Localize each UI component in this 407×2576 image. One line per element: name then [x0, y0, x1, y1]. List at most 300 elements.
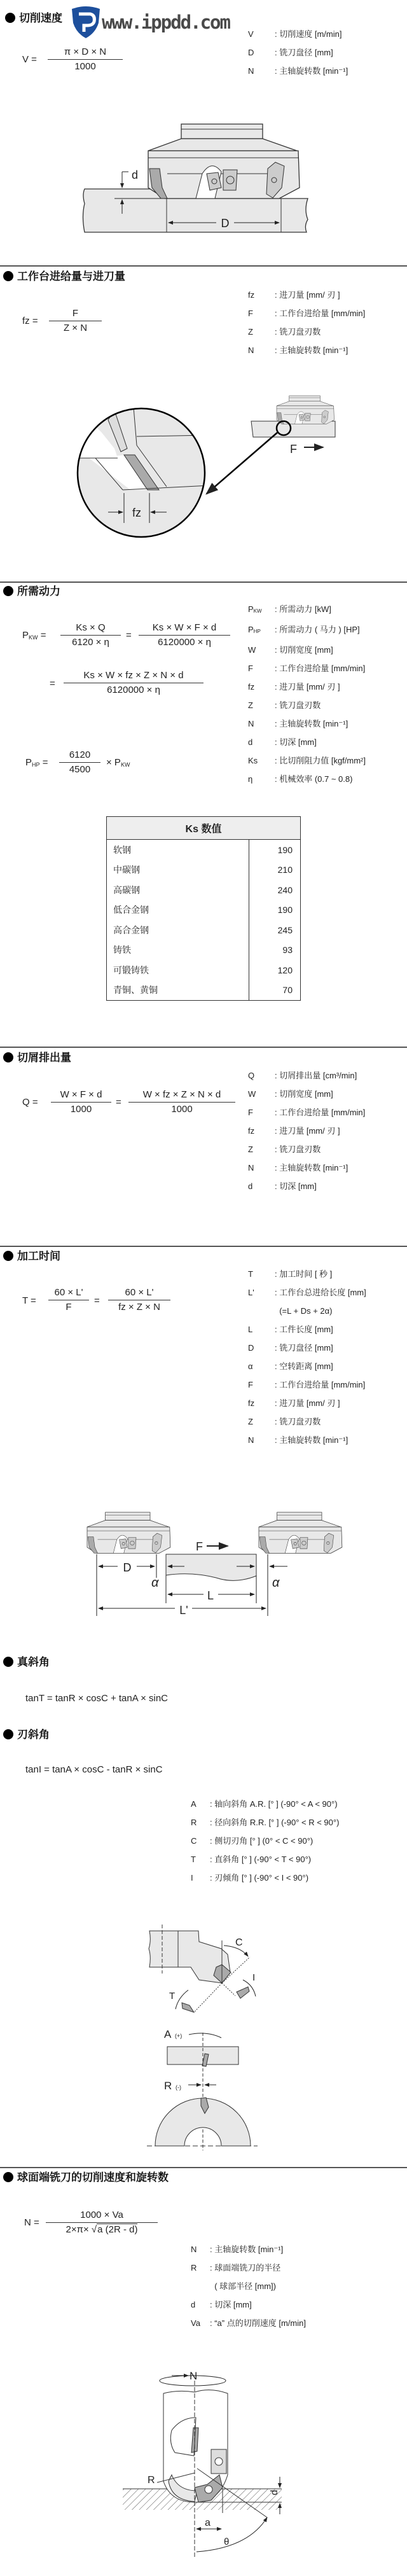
legend-row	[191, 2277, 306, 2295]
legend-row	[191, 2295, 306, 2314]
formula-fraction	[128, 1089, 235, 1116]
title-text: 球面端铣刀的切削速度和旋转数	[17, 2171, 169, 2183]
legend-symbol	[248, 714, 275, 733]
section-divider	[0, 265, 407, 267]
numerator: 1000 × Va	[80, 2210, 123, 2220]
legend-row	[248, 323, 365, 341]
symbol-text: Z	[248, 1145, 253, 1154]
denominator: fz × Z × N	[118, 1302, 160, 1313]
legend-description: : 切削速度 [m/min]	[275, 29, 342, 39]
ks-value-cell: 190	[249, 840, 301, 860]
legend-description: : 比切削阻力值 [kgf/mm²]	[275, 756, 366, 765]
inclination-formula: tanI = tanA × cosC - tanR × sinC	[25, 1764, 163, 1775]
legend-row	[248, 43, 348, 62]
material-cell: 低合金钢	[113, 905, 149, 916]
ks-value-cell: 93	[249, 940, 301, 961]
legend-row	[191, 2314, 306, 2332]
legend-symbol	[248, 62, 275, 80]
dimension-D-label: D	[123, 1561, 132, 1574]
legend-description: : 切深 [mm]	[275, 1181, 317, 1191]
legend-description: : 加工时间 [ 秒 ]	[275, 1269, 333, 1279]
radial-rake-sign: (-)	[176, 2084, 181, 2091]
fraction-bar	[128, 1102, 235, 1103]
legend-symbol	[248, 678, 275, 696]
section-title-feed	[3, 270, 125, 284]
legend-description: : 进刀量 [mm/ 刃 ]	[275, 290, 340, 300]
material-cell: 高合金钢	[113, 924, 149, 935]
symbol-text: C	[191, 1836, 197, 1846]
legend-symbol	[248, 1265, 275, 1283]
numerator: W × F × d	[60, 1089, 102, 1100]
legend-description: : 铣刀盘刃数	[275, 1417, 321, 1426]
ks-table-body	[107, 840, 301, 1001]
legend-row	[248, 1159, 365, 1177]
radius-R-label: R	[148, 2475, 155, 2486]
title-text: 加工时间	[17, 1250, 60, 1262]
angle-C-label: C	[235, 1937, 243, 1948]
legend-row	[248, 1103, 365, 1122]
legend-row	[248, 1431, 366, 1449]
legend-machining-time	[248, 1265, 366, 1449]
angle-I-label: I	[252, 1972, 256, 1983]
equals: =	[50, 678, 55, 689]
ball-end-mill-diagram	[0, 2354, 407, 2576]
legend-row	[248, 1140, 365, 1159]
legend-row	[248, 25, 348, 43]
legend-symbol	[248, 1339, 275, 1357]
legend-symbol	[248, 1412, 275, 1431]
symbol-text: W	[248, 1089, 256, 1099]
section-divider	[0, 1246, 407, 1247]
legend-row	[248, 62, 348, 80]
formula-fraction	[64, 669, 204, 697]
legend-row	[248, 1283, 366, 1302]
symbol-text: fz	[248, 682, 255, 692]
legend-symbol	[248, 1066, 275, 1085]
formula-lhs: V =	[22, 54, 37, 65]
legend-row	[248, 304, 365, 323]
title-text: 所需动力	[17, 585, 60, 597]
legend-description: ( 球部半径 [mm])	[210, 2281, 276, 2291]
fraction-bar	[139, 635, 230, 636]
legend-symbol	[248, 1375, 275, 1394]
legend-symbol	[191, 2295, 210, 2314]
legend-symbol	[191, 1813, 210, 1832]
legend-symbol	[191, 1850, 210, 1869]
legend-symbol	[191, 2240, 210, 2259]
symbol-text: α	[248, 1361, 253, 1371]
symbol-text: F	[248, 1108, 253, 1117]
symbol-text: Z	[248, 327, 253, 337]
alpha-left-label: α	[151, 1576, 159, 1590]
legend-description: : 工作台进给量 [mm/min]	[275, 1380, 366, 1389]
legend-row	[248, 696, 366, 714]
formula-multiplier	[106, 757, 130, 770]
symbol-text: N	[248, 719, 254, 728]
legend-row	[248, 1375, 366, 1394]
legend-symbol	[248, 43, 275, 62]
legend-row	[191, 1813, 339, 1832]
legend-row	[248, 1122, 365, 1140]
numerator: 60 × L'	[125, 1287, 154, 1298]
denominator: F	[66, 1302, 72, 1313]
denominator: 4500	[69, 764, 91, 776]
legend-symbol	[248, 1122, 275, 1140]
title-text: 工作台进给量与进刀量	[17, 270, 125, 282]
symbol-text: T	[248, 1269, 253, 1279]
bullet-icon	[3, 271, 13, 281]
watermark-text: www.ippdd.com	[102, 11, 230, 33]
formula-fraction	[139, 622, 230, 649]
legend-row	[248, 1066, 365, 1085]
symbol-text: P	[248, 604, 254, 614]
legend-description: : 切深 [mm]	[275, 737, 317, 747]
section-title-inclination	[3, 1728, 50, 1742]
symbol-text: D	[248, 48, 254, 57]
numerator: 60 × L'	[54, 1287, 83, 1298]
symbol-text: N	[248, 66, 254, 76]
legend-row	[248, 659, 366, 678]
symbol-text: fz	[248, 1126, 255, 1136]
ks-value-cell: 240	[249, 880, 301, 900]
legend-row	[248, 678, 366, 696]
symbol-text: d	[191, 2300, 196, 2309]
legend-row	[248, 620, 366, 641]
material-cell: 铸铁	[113, 945, 131, 956]
formula-fraction	[46, 2209, 158, 2236]
legend-feed	[248, 286, 365, 359]
legend-description: (=L + Ds + 2α)	[275, 1306, 333, 1316]
legend-symbol	[191, 2314, 210, 2332]
legend-description: : 铣刀盘刃数	[275, 327, 321, 337]
legend-row	[248, 1394, 366, 1412]
legend-row	[248, 641, 366, 659]
legend-description: : 机械效率 (0.7 ~ 0.8)	[275, 774, 353, 784]
legend-symbol	[248, 751, 275, 770]
legend-symbol	[191, 1832, 210, 1850]
radial-rake-R-label: R	[164, 2080, 172, 2092]
formula-fraction	[60, 622, 121, 649]
bullet-icon	[3, 1052, 13, 1062]
formula-lhs: Q =	[22, 1097, 38, 1108]
legend-symbol	[248, 1357, 275, 1375]
table-row	[107, 860, 301, 881]
legend-description: : “a” 点的切削速度 [m/min]	[210, 2318, 306, 2328]
ks-table-header: Ks 数值	[107, 817, 301, 840]
p-symbol: P	[22, 630, 29, 641]
ks-value-cell: 120	[249, 960, 301, 980]
dimension-Lprime-label: L'	[179, 1604, 188, 1617]
symbol-text: η	[248, 774, 253, 784]
legend-description: : 工件长度 [mm]	[275, 1325, 333, 1334]
fraction-bar	[48, 59, 123, 60]
legend-row	[248, 286, 365, 304]
symbol-text: W	[248, 645, 256, 655]
symbol-text: N	[191, 2245, 197, 2254]
section-title-true-rake	[3, 1655, 50, 1669]
legend-symbol	[248, 1140, 275, 1159]
fraction-bar	[46, 2222, 158, 2223]
legend-symbol	[248, 733, 275, 751]
section-title-chip-removal	[3, 1051, 71, 1065]
legend-symbol	[248, 341, 275, 359]
denominator: 6120 × η	[72, 637, 109, 648]
legend-symbol	[191, 2259, 210, 2277]
legend-symbol	[248, 1103, 275, 1122]
legend-row	[191, 1869, 339, 1887]
equals: =	[42, 757, 48, 768]
legend-chip-removal	[248, 1066, 365, 1195]
table-row	[107, 880, 301, 900]
title-text: 刃斜角	[17, 1729, 50, 1741]
dimension-L-label: L	[207, 1589, 214, 1602]
rake-angle-diagram	[0, 1921, 407, 2157]
symbol-text: V	[248, 29, 254, 39]
legend-row	[191, 1850, 339, 1869]
legend-description: : 主轴旋转数 [min⁻¹]	[210, 2245, 284, 2254]
section-title-cutting-speed	[5, 11, 62, 25]
legend-inclination	[191, 1795, 339, 1887]
fz-label: fz	[132, 506, 142, 519]
watermark-logo-icon	[70, 5, 102, 39]
bullet-icon	[3, 586, 13, 596]
legend-description: : 所需动力 [kW]	[275, 604, 331, 614]
symbol-text: Z	[248, 700, 253, 710]
legend-row	[191, 2259, 306, 2277]
face-mill-diagram	[0, 115, 407, 242]
ks-value-cell: 210	[249, 860, 301, 881]
legend-symbol	[248, 323, 275, 341]
dimension-D-label: D	[221, 217, 230, 230]
true-rake-formula: tanT = tanR × cosC + tanA × sinC	[25, 1693, 169, 1704]
symbol-text: F	[248, 1380, 253, 1389]
legend-symbol	[248, 1394, 275, 1412]
section-title-machining-time	[3, 1250, 60, 1264]
legend-row	[191, 2240, 306, 2259]
legend-description: : 侧切刃角 [° ] (0° < C < 90°)	[210, 1836, 314, 1846]
legend-row	[191, 1795, 339, 1813]
legend-power	[248, 600, 366, 788]
fraction-bar	[59, 762, 100, 763]
radicand: a (2R - d)	[97, 2224, 138, 2236]
symbol-text: F	[248, 309, 253, 318]
legend-symbol	[248, 1283, 275, 1302]
legend-symbol	[248, 304, 275, 323]
bullet-icon	[3, 2172, 13, 2182]
equals: =	[126, 630, 132, 641]
section-divider	[0, 581, 407, 583]
legend-row	[248, 714, 366, 733]
legend-symbol	[248, 1177, 275, 1195]
ks-value-table	[106, 816, 301, 1001]
formula-fraction	[49, 307, 102, 335]
machining-length-diagram	[0, 1501, 407, 1622]
legend-description: : 球面端铣刀的半径	[210, 2263, 281, 2273]
symbol-subscript: HP	[253, 629, 261, 634]
den-prefix: 2×π×	[66, 2224, 89, 2236]
material-cell: 高碳钢	[113, 884, 140, 895]
legend-row	[248, 1320, 366, 1339]
legend-symbol	[248, 659, 275, 678]
numerator: 6120	[69, 749, 91, 760]
depth-d-label: d	[269, 2489, 280, 2495]
numerator: Ks × Q	[76, 622, 106, 633]
mul-subscript: KW	[120, 762, 130, 768]
bullet-icon	[3, 1251, 13, 1261]
formula-fraction	[59, 749, 100, 776]
table-row	[107, 920, 301, 940]
symbol-text: N	[248, 1163, 254, 1173]
formula-lhs	[22, 630, 46, 643]
section-divider	[0, 1047, 407, 1048]
ks-value-cell: 245	[249, 920, 301, 940]
legend-description: : 工作台总进给长度 [mm]	[275, 1288, 366, 1297]
legend-symbol	[248, 1320, 275, 1339]
symbol-text: N	[248, 1435, 254, 1445]
legend-symbol	[248, 600, 275, 620]
denominator: 1000	[74, 61, 96, 73]
legend-description: : 工作台进给量 [mm/min]	[275, 309, 366, 318]
symbol-text: L	[248, 1325, 253, 1334]
symbol-text: Va	[191, 2318, 200, 2328]
numerator: W × fz × Z × N × d	[142, 1089, 221, 1100]
equals: =	[94, 1295, 100, 1306]
bullet-icon	[3, 1657, 13, 1667]
denominator: 1000	[70, 1104, 92, 1115]
equals: =	[116, 1097, 121, 1108]
distance-a-label: a	[205, 2517, 210, 2528]
symbol-text: Q	[248, 1071, 255, 1080]
equals: =	[40, 630, 46, 641]
feed-F-label: F	[290, 443, 297, 456]
symbol-text: N	[248, 345, 254, 355]
formula-lhs: T =	[22, 1295, 36, 1306]
table-row	[107, 840, 301, 860]
formula-lhs: N =	[24, 2217, 39, 2228]
legend-description: : 所需动力 ( 马力 ) [HP]	[275, 625, 360, 634]
fraction-bar	[51, 1102, 111, 1103]
angle-theta-label: θ	[224, 2537, 230, 2547]
symbol-text: F	[248, 664, 253, 673]
formula-fraction	[108, 1286, 170, 1314]
title-text: 真斜角	[17, 1656, 50, 1668]
legend-description: : 主轴旋转数 [min⁻¹]	[275, 719, 348, 728]
denominator: Z × N	[63, 323, 88, 334]
denominator: 1000	[171, 1104, 193, 1115]
numerator: π × D × N	[64, 46, 107, 57]
bullet-icon	[5, 13, 15, 23]
feed-per-tooth-diagram	[0, 382, 407, 573]
legend-description: : 直斜角 [° ] (-90° < T < 90°)	[210, 1855, 312, 1864]
legend-symbol	[248, 770, 275, 788]
legend-description: : 径向斜角 R.R. [° ] (-90° < R < 90°)	[210, 1818, 340, 1827]
material-cell: 可锻铸铁	[113, 964, 149, 975]
legend-cutting-speed	[248, 25, 348, 80]
numerator: Ks × W × fz × Z × N × d	[83, 670, 184, 681]
table-row	[107, 940, 301, 961]
table-row	[107, 980, 301, 1001]
legend-description: : 切屑排出量 [cm³/min]	[275, 1071, 357, 1080]
symbol-text: R	[191, 1818, 197, 1827]
legend-description: : 刃倾角 [° ] (-90° < I < 90°)	[210, 1873, 309, 1883]
legend-row	[248, 733, 366, 751]
fraction-bar	[60, 635, 121, 636]
alpha-right-label: α	[272, 1576, 280, 1590]
legend-symbol	[248, 1085, 275, 1103]
legend-symbol	[191, 1869, 210, 1887]
feed-F-label: F	[196, 1540, 203, 1553]
p-symbol: P	[25, 757, 32, 768]
material-cell: 软钢	[113, 844, 131, 855]
legend-description: : 切削宽度 [mm]	[275, 645, 333, 655]
legend-row	[248, 751, 366, 770]
mul-text: × P	[106, 757, 121, 768]
legend-description: : 轴向斜角 A.R. [° ] (-90° < A < 90°)	[210, 1799, 338, 1809]
legend-row	[248, 1085, 365, 1103]
formula-lhs: fz =	[22, 316, 38, 326]
legend-symbol	[248, 696, 275, 714]
material-cell: 中碳钢	[113, 865, 140, 875]
legend-row	[248, 600, 366, 620]
p-subscript: KW	[29, 634, 38, 641]
legend-description: : 工作台进给量 [mm/min]	[275, 1108, 366, 1117]
sqrt-icon: √	[91, 2224, 97, 2236]
material-cell: 青铜、黄铜	[113, 985, 158, 996]
section-title-ball-end	[3, 2171, 169, 2185]
legend-row	[248, 341, 365, 359]
denominator: 6120000 × η	[107, 685, 160, 696]
formula-lhs	[25, 757, 48, 770]
formula-fraction	[51, 1089, 111, 1116]
legend-description: : 主轴旋转数 [min⁻¹]	[275, 345, 348, 355]
symbol-text: D	[248, 1343, 254, 1353]
legend-symbol	[248, 641, 275, 659]
symbol-text: R	[191, 2263, 197, 2273]
legend-description: : 进刀量 [mm/ 刃 ]	[275, 682, 340, 692]
symbol-text: A	[191, 1799, 197, 1809]
symbol-text: Z	[248, 1417, 253, 1426]
axial-rake-A-label: A	[164, 2028, 172, 2040]
ks-value-cell: 70	[249, 980, 301, 1001]
legend-row	[248, 770, 366, 788]
legend-description: : 主轴旋转数 [min⁻¹]	[275, 66, 348, 76]
legend-description: : 进刀量 [mm/ 刃 ]	[275, 1398, 340, 1408]
legend-description: : 工作台进给量 [mm/min]	[275, 664, 366, 673]
table-row	[107, 900, 301, 921]
symbol-text: L'	[248, 1288, 254, 1297]
rotation-N-label: N	[190, 2370, 198, 2382]
legend-description: : 铣刀盘刃数	[275, 1145, 321, 1154]
legend-symbol	[248, 25, 275, 43]
symbol-text: fz	[248, 290, 255, 300]
legend-description: : 进刀量 [mm/ 刃 ]	[275, 1126, 340, 1136]
legend-description: : 铣刀盘刃数	[275, 700, 321, 710]
legend-symbol	[191, 1795, 210, 1813]
legend-symbol	[248, 1431, 275, 1449]
legend-row	[191, 1832, 339, 1850]
legend-ball-end	[191, 2240, 306, 2332]
legend-row	[248, 1302, 366, 1320]
legend-row	[248, 1177, 365, 1195]
title-text: 切削速度	[19, 12, 62, 24]
angle-T-label: T	[169, 1991, 176, 2002]
legend-row	[248, 1412, 366, 1431]
legend-description: : 切削宽度 [mm]	[275, 1089, 333, 1099]
p-subscript: HP	[32, 762, 40, 768]
symbol-text: d	[248, 737, 253, 747]
bullet-icon	[3, 1729, 13, 1739]
symbol-text: fz	[248, 1398, 255, 1408]
